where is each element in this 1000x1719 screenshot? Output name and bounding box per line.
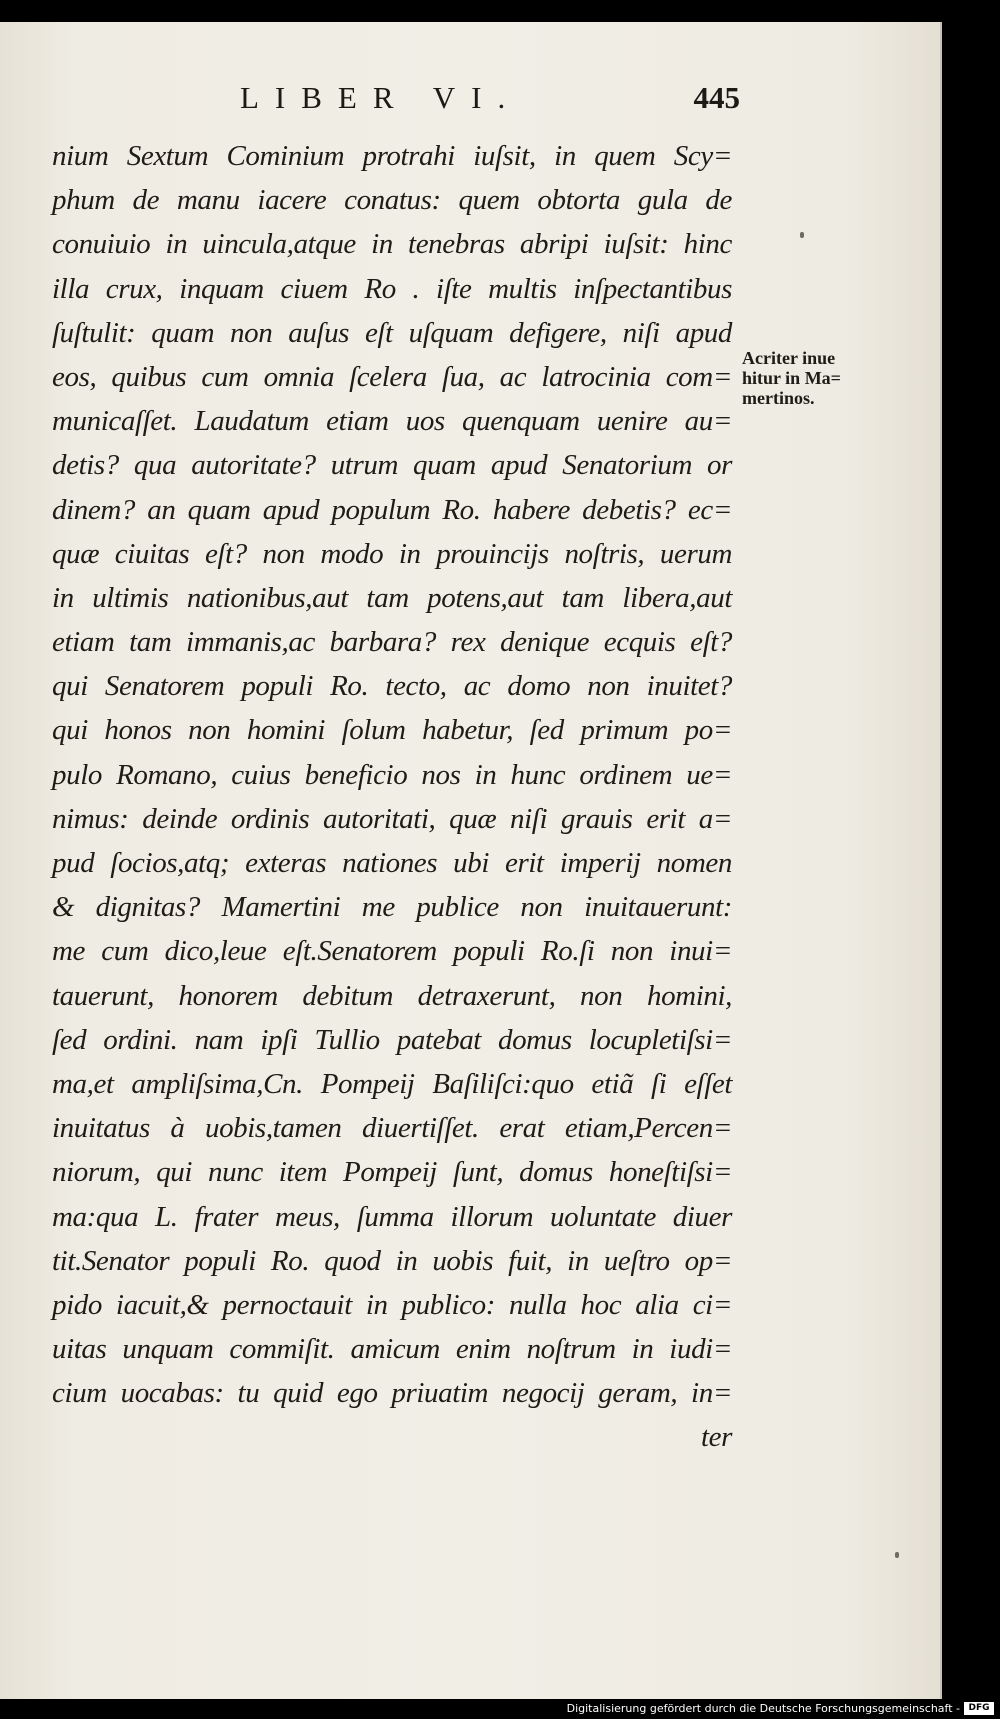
text-line: qui Senatorem populi Ro. tecto, ac domo non inuitet? [52,670,732,703]
ink-speck [800,232,804,238]
dfg-logo: DFG [964,1702,994,1715]
text-line: nium Sextum Cominium protrahi iuſsit, in quem Scy= [52,140,732,172]
marginal-note-line: Acriter inue [742,348,836,368]
text-line: municaſſet. Laudatum etiam uos quenquam uenire au= [52,405,732,438]
text-line: pido iacuit,& pernoctauit in publico: nulla hoc alia ci= [52,1288,732,1321]
text-line: detis? qua autoritate? utrum quam apud Senatorium or [52,449,732,482]
catchword: ter [700,1421,732,1454]
text-line: quæ ciuitas eſt? non modo in prouincijs noſtris, uerum [52,537,732,570]
running-title: LIBER VI. [240,80,522,115]
text-line: me cum dico,leue eſt.Senatorem populi Ro.ſi non inui= [52,935,732,968]
text-line: dinem? an quam apud populum Ro. habere debetis? ec= [52,493,732,526]
text-line: ma:qua L. frater meus, ſumma illorum uoluntate diuer [52,1200,732,1233]
text-line: ſed ordini. nam ipſi Tullio patebat domus locupletiſsi= [52,1023,732,1056]
marginal-note [742,348,862,408]
footer-bar [0,1699,1000,1719]
text-line: illa crux, inquam ciuem Ro . iſte multis inſpectantibus [52,272,732,305]
text-line: ſuſtulit: quam non auſus eſt uſquam defigere, niſi apud [52,316,732,349]
text-line: ma,et ampliſsima,Cn. Pompeij Baſiliſci:quo etiã ſi eſſet [52,1067,732,1100]
ink-speck [895,1552,899,1558]
text-line: inuitatus à uobis,tamen diuertiſſet. erat etiam,Percen= [52,1112,732,1145]
text-line: qui honos non homini ſolum habetur, ſed primum po= [52,714,732,747]
text-line: niorum, qui nunc item Pompeij ſunt, domus honeſtiſsi= [52,1156,732,1189]
text-line: & dignitas? Mamertini me publice non inuitauerunt: [52,891,732,924]
text-line: pud ſocios,atq; exteras nationes ubi erit imperij nomen [52,847,732,879]
text-line: eos, quibus cum omnia ſcelera ſua, ac latrocinia com= [52,360,732,393]
marginal-note-line: mertinos. [742,388,815,408]
text-line: cium uocabas: tu quid ego priuatim negocij geram, in= [52,1377,732,1410]
funding-credit: Digitalisierung gefördert durch die Deutsche Forschungsgemeinschaft - [566,1702,960,1715]
body-text [52,134,732,1460]
text-line: phum de manu iacere conatus: quem obtorta gula de [52,184,732,217]
marginal-note-line: hitur in Ma= [742,368,841,388]
text-line: pulo Romano, cuius beneficio nos in hunc ordinem ue= [52,758,732,791]
text-line: uitas unquam commiſit. amicum enim noſtrum in iudi= [52,1333,732,1366]
text-line: conuiuio in uincula,atque in tenebras abripi iuſsit: hinc [52,228,732,261]
text-line: tauerunt, honorem debitum detraxerunt, non homini, [52,979,732,1012]
text-line: tit.Senator populi Ro. quod in uobis fuit, in ueſtro op= [52,1244,732,1277]
text-line: in ultimis nationibus,aut tam potens,aut tam libera,aut [52,581,732,614]
text-line: nimus: deinde ordinis autoritati, quæ niſi grauis erit a= [52,802,732,835]
page-number: 445 [693,80,740,115]
text-line: etiam tam immanis,ac barbara? rex denique ecquis eſt? [52,626,732,659]
page-header [240,80,740,124]
